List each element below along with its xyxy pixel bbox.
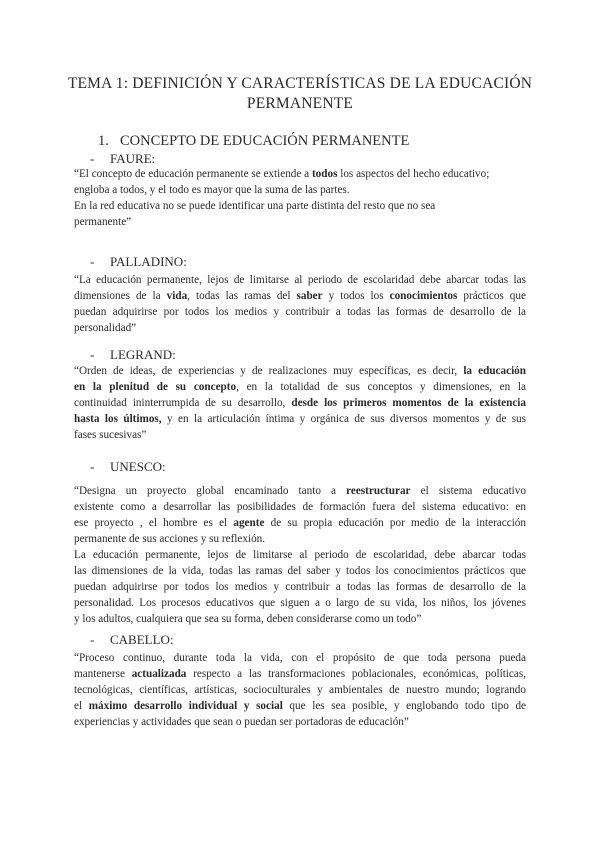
paragraph-unesco: [74, 483, 526, 627]
subheading-label: PALLADINO:: [110, 254, 187, 269]
document-title: [60, 74, 540, 114]
text-line: puedan adquirirse por todos los medios y contribuir a todas las formas de desarrollo de la: [74, 306, 526, 318]
list-dash: -: [90, 632, 95, 647]
text-line: engloba a todos, y el todo es mayor que la suma de las partes.: [74, 184, 350, 196]
list-dash: -: [90, 151, 95, 166]
subheading-label: LEGRAND:: [110, 347, 176, 362]
subheading-legrand: [90, 347, 176, 363]
paragraph-legrand: [74, 363, 526, 443]
text-line: puedan adquirirse por todos los medios y contribuir a todas las formas de desarrollo de la: [74, 581, 526, 593]
subheading-unesco: [90, 459, 166, 475]
text-line: “El concepto de educación permanente se extiende a todos los aspectos del hecho educativo;: [74, 168, 490, 180]
subheading-cabello: [90, 632, 174, 648]
text-line: tecnológicas, científicas, artísticas, socioculturales y ambientales de nuestro mundo; logrando: [74, 684, 526, 696]
text-line: “Designa un proyecto global encaminado tanto a reestructurar el sistema educativo: [74, 485, 526, 497]
text-line: hasta los últimos, y en la articulación íntima y orgánica de sus diversos momentos y de sus: [74, 413, 527, 425]
text-line: permanente de sus acciones y su reflexión.: [74, 533, 266, 545]
paragraph-palladino: [74, 272, 526, 336]
paragraph-faure: [74, 166, 526, 230]
text-line: “Orden de ideas, de experiencias y de realizaciones muy específicas, es decir, la educación: [74, 365, 526, 377]
subheading-faure: [90, 151, 155, 167]
paragraph-cabello: [74, 650, 526, 730]
text-line: el máximo desarrollo individual y social que les sea posible, y englobando todo tipo de: [74, 700, 527, 712]
text-line: “Proceso continuo, durante toda la vida, con el propósito de que toda persona pueda: [74, 652, 526, 664]
text-line: continuidad ininterrumpida de su desarrollo, desde los primeros momentos de la existencia: [74, 397, 526, 409]
list-dash: -: [90, 347, 95, 362]
text-line: mantenerse actualizada respecto a las transformaciones poblacionales, económicas, políticas,: [74, 668, 526, 680]
list-dash: -: [90, 459, 95, 474]
section-heading: [98, 133, 410, 150]
text-line: personalidad. Los procesos educativos que siguen a o largo de su vida, los niños, los jóvenes: [74, 597, 526, 609]
text-line: “La educación permanente, lejos de limitarse al periodo de escolaridad debe abarcar todas las: [74, 274, 526, 286]
text-line: personalidad”: [74, 322, 137, 334]
title-line-1: TEMA 1: DEFINICIÓN Y CARACTERÍSTICAS DE LA EDUCACIÓN: [67, 75, 533, 92]
list-dash: -: [90, 254, 95, 269]
subheading-label: CABELLO:: [110, 632, 174, 647]
subheading-label: UNESCO:: [110, 459, 166, 474]
section-title: CONCEPTO DE EDUCACIÓN PERMANENTE: [120, 133, 410, 149]
section-number: 1.: [98, 133, 109, 149]
subheading-palladino: [90, 254, 187, 270]
text-line: y los adultos, cualquiera que sea su forma, deben considerarse como un todo”: [74, 613, 422, 625]
text-line: permanente”: [74, 216, 132, 228]
text-line: dimensiones de la vida, todas las ramas del saber y todos los conocimientos prácticos que: [74, 290, 526, 302]
text-line: En la red educativa no se puede identificar una parte distinta del resto que no sea: [74, 200, 436, 212]
subheading-label: FAURE:: [110, 151, 156, 166]
text-line: La educación permanente, lejos de limitarse al periodo de escolaridad, debe abarcar todas: [74, 549, 526, 561]
text-line: las dimensiones de la vida, todas las ramas del saber y todos los conocimientos prácticos que: [74, 565, 526, 577]
text-line: fases sucesivas”: [74, 429, 147, 441]
text-line: experiencias y actividades que sean o puedan ser portadoras de educación”: [74, 716, 409, 728]
text-line: en la plenitud de su concepto, en la totalidad de sus conceptos y dimensiones, en la: [74, 381, 526, 393]
text-line: ese proyecto , el hombre es el agente de su propia educación por medio de la interacción: [74, 517, 526, 529]
text-line: existente como a desarrollar las posibilidades de formación fuera del sistema educativo: en: [74, 501, 526, 513]
title-line-2: PERMANENTE: [246, 95, 354, 112]
